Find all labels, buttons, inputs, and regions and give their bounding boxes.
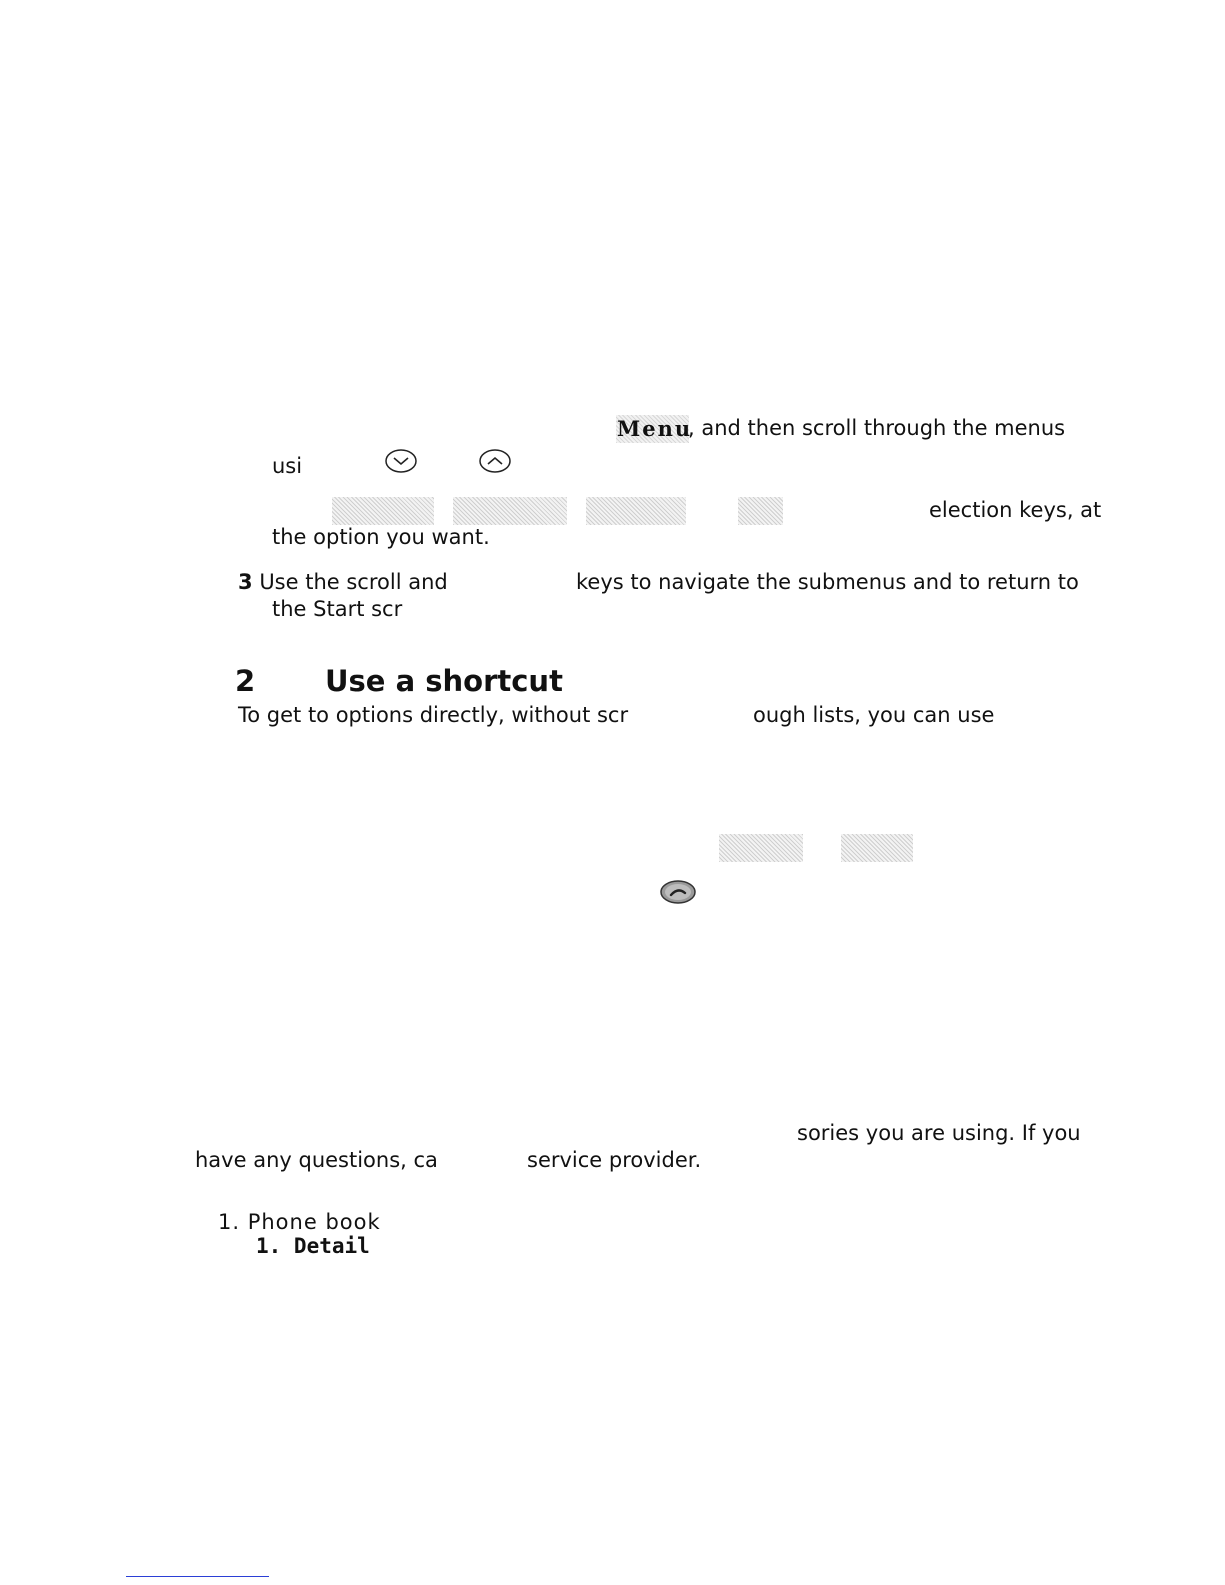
menu-softkey-label: Menu [617,416,693,441]
section-title: Use a shortcut [325,664,563,698]
step3-line1-start [238,569,448,595]
note-line1: sories you are using. If you [797,1121,1081,1145]
menu-item-phone-book: 1. Phone book [218,1210,381,1234]
softkey-shade-5 [719,834,803,862]
footnote-rule [126,1576,269,1577]
step3-line1-end: keys to navigate the submenus and to return to [576,570,1079,594]
softkey-shade-3 [586,497,686,525]
submenu-item-detail: 1. Detail [256,1234,370,1258]
section-intro-end: ough lists, you can use [753,703,995,727]
chevron-up-icon [478,448,512,474]
softkey-shade-2 [453,497,567,525]
note-line2-end: service provider. [527,1148,702,1172]
section-intro-start: To get to options directly, without scr [238,703,629,727]
step1-line2: usi [272,454,303,478]
end-call-icon [658,879,698,905]
softkey-shade-1 [332,497,434,525]
chevron-down-icon [384,448,418,474]
section-number: 2 [235,664,256,698]
step3-number: 3 [238,570,253,594]
softkey-shade-6 [841,834,913,862]
step2-line2: the option you want. [272,525,490,549]
note-line2-start: have any questions, ca [195,1148,438,1172]
step3-line2: the Start scr [272,597,403,621]
softkey-shade-4 [738,497,783,525]
step3-text-start: Use the scroll and [259,570,448,594]
step1-line1: , and then scroll through the menus [688,416,1066,440]
step2-line1: election keys, at [929,498,1102,522]
